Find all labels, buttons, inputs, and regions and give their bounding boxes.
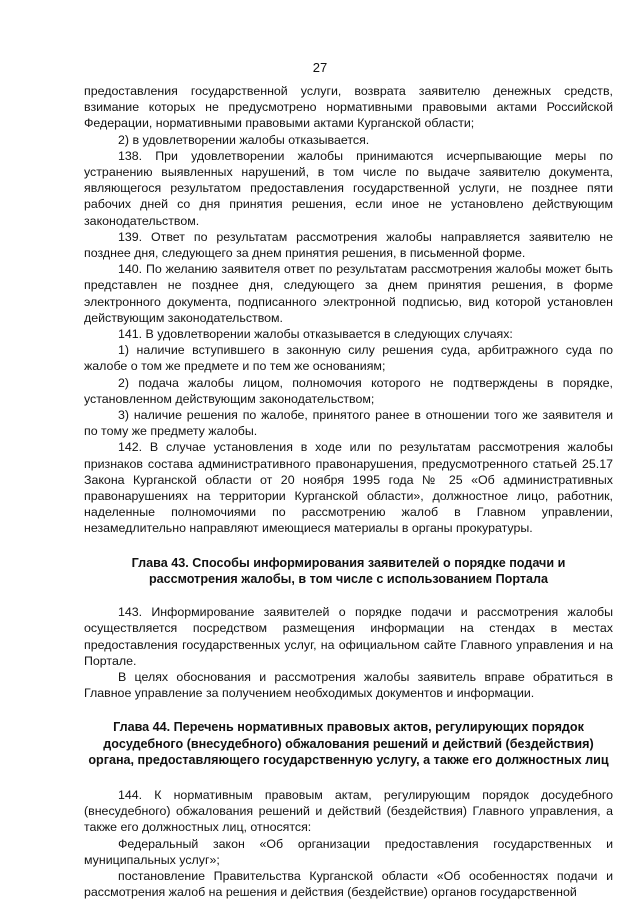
paragraph: 1) наличие вступившего в законную силу решения суда, арбитражного суда по жалобе о том же предмете и по тем же основаниям; — [84, 343, 613, 374]
paragraph: 142. В случае установления в ходе или по результатам рассмотрения жалобы признаков состава административного правонарушения, предусмотренного статьей 25.17 Закона Курганской области от 20 ноября 1995 года № 25 «Об административных правонарушениях на территории Курганской области», должностное лицо, работник, наделенные полномочиями по рассмотрению жалоб в Главном управлении, незамедлительно направляют имеющиеся материалы в органы прокуратуры. — [84, 440, 613, 536]
section-gap — [84, 587, 613, 604]
paragraph: 3) наличие решения по жалобе, принятого ранее в отношении того же заявителя и по тому же предмету жалобы. — [84, 408, 613, 439]
chapter-heading — [84, 555, 613, 587]
chapter-heading-line: досудебного (внесудебного) обжалования решений и действий (бездействия) — [103, 736, 594, 751]
paragraph: 144. К нормативным правовым актам, регулирующим порядок досудебного (внесудебного) обжалования решений и действий (бездействия) Главного управления, а также его должностных лиц, относятся: — [84, 787, 613, 835]
paragraph: 140. По желанию заявителя ответ по результатам рассмотрения жалобы может быть представлен не позднее дня, следующего за днем принятия решения, в форме электронного документа, подписанного электронной подписью, вид которой установлен действующим законодательством. — [84, 262, 613, 325]
paragraph: 141. В удовлетворении жалобы отказывается в следующих случаях: — [118, 327, 513, 342]
paragraph: 2) подача жалобы лицом, полномочия которого не подтверждены в порядке, установленном действующим законодательством; — [84, 375, 613, 406]
chapter-heading-line: рассмотрения жалобы, в том числе с использованием Портала — [148, 571, 549, 586]
chapter-heading-line: Глава 43. Способы информирования заявителей о порядке подачи и — [131, 555, 566, 570]
section-gap — [84, 768, 613, 787]
chapter-heading — [84, 719, 613, 768]
paragraph: 143. Информирование заявителей о порядке подачи и рассмотрения жалобы осуществляется посредством размещения информации на стендах в местах предоставления государственных услуг, на официальном сайте Главного управления и на Портале. — [84, 605, 613, 668]
paragraph: 138. При удовлетворении жалобы принимаются исчерпывающие меры по устранению выявленных нарушений, в том числе по выдаче заявителю документа, являющегося результатом предоставления государственной услуги, не позднее пяти рабочих дней со дня принятия решения, если иное не установлено действующим законодательством. — [84, 148, 613, 228]
paragraph: предоставления государственной услуги, возврата заявителю денежных средств, взимание которых не предусмотрено нормативными правовыми актами Российской Федерации, нормативными правовыми актами Курганской области; — [84, 84, 613, 131]
page-number: 27 — [312, 60, 328, 75]
chapter-heading-line: органа, предоставляющего государственную услугу, а также его должностных лиц — [88, 752, 609, 767]
paragraph: Федеральный закон «Об организации предоставления государственных и муниципальных услуг»; — [84, 836, 613, 867]
paragraph: 139. Ответ по результатам рассмотрения жалобы направляется заявителю не позднее дня, следующего за днем принятия решения, в письменной форме. — [84, 229, 613, 261]
section-gap — [84, 701, 613, 719]
paragraph: постановление Правительства Курганской области «Об особенностях подачи и рассмотрения жалоб на решения и действия (бездействие) органов государственной — [84, 868, 613, 900]
document-body — [84, 83, 613, 900]
paragraph: В целях обоснования и рассмотрения жалобы заявитель вправе обратиться в Главное управление за получением необходимых документов и информации. — [84, 669, 613, 701]
section-gap — [84, 537, 613, 555]
chapter-heading-line: Глава 44. Перечень нормативных правовых актов, регулирующих порядок — [113, 720, 584, 735]
paragraph: 2) в удовлетворении жалобы отказывается. — [118, 132, 370, 147]
